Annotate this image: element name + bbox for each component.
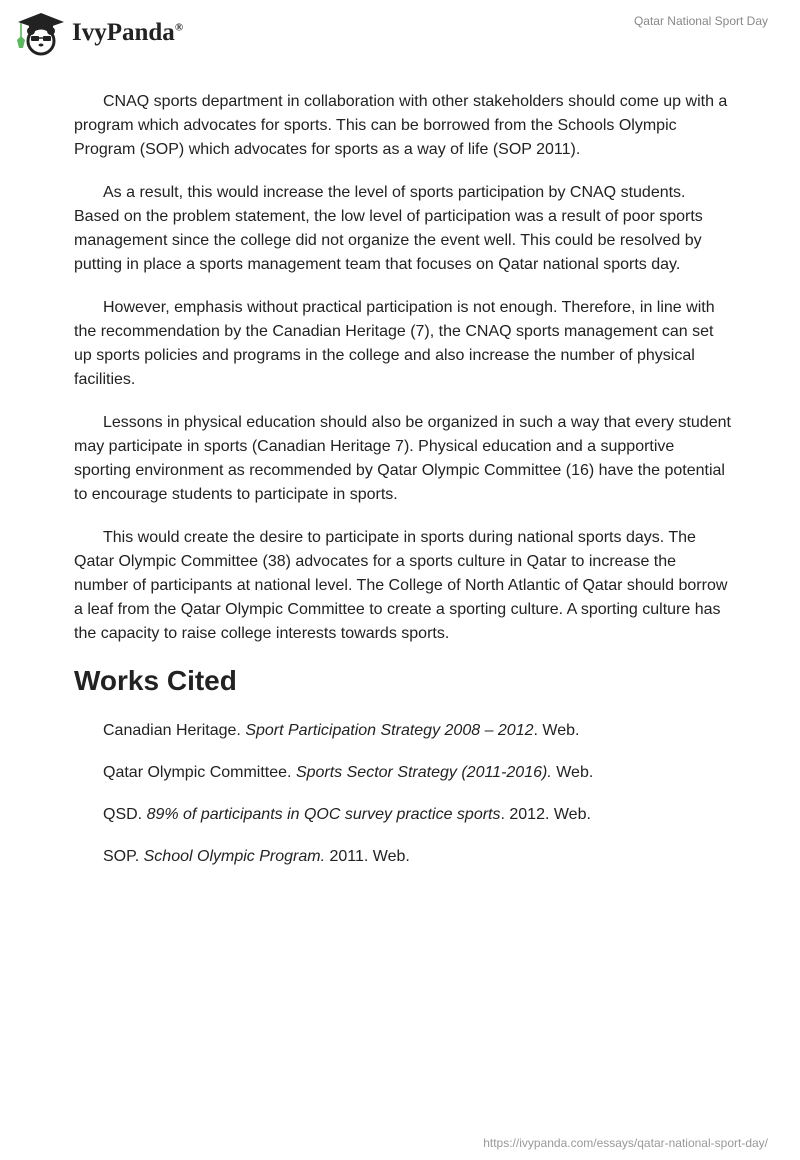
brand-name: IvyPanda®	[72, 19, 184, 46]
works-cited-heading: Works Cited	[74, 665, 237, 696]
citation: Canadian Heritage. Sport Participation Strategy 2008 – 2012. Web.	[103, 722, 580, 739]
paragraph: This would create the desire to participate in sports during national sports days. The Qatar Olympic Committee (38) advocates for a sports culture in Qatar to increase the number of participants at national level. The College of North Atlantic of Qatar should borrow a leaf from the Qatar Olympic Committee to create a sporting culture. A sporting culture has the capacity to raise college interests towards sports.	[74, 529, 728, 642]
panda-graduate-icon	[14, 10, 66, 56]
paragraph: As a result, this would increase the level of sports participation by CNAQ students. Based on the problem statement, the low level of participation was a result of poor sports management since the college did not organize the event well. This could be resolved by putting in place a sports management team that focuses on Qatar national sports day.	[74, 184, 703, 273]
paragraph: CNAQ sports department in collaboration with other stakeholders should come up with a program which advocates for sports. This can be borrowed from the Schools Olympic Program (SOP) which advocates for sports as a way of life (SOP 2011).	[74, 93, 728, 158]
source-url-link[interactable]: https://ivypanda.com/essays/qatar-national-sport-day/	[483, 1136, 768, 1150]
document-title: Qatar National Sport Day	[633, 14, 768, 28]
citation: SOP. School Olympic Program. 2011. Web.	[103, 848, 410, 865]
citation: Qatar Olympic Committee. Sports Sector Strategy (2011-2016). Web.	[103, 764, 594, 781]
essay-body	[74, 90, 734, 887]
paragraph: However, emphasis without practical participation is not enough. Therefore, in line with the recommendation by the Canadian Heritage (7), the CNAQ sports management can set up sports policies and programs in the college and also increase the number of physical facilities.	[74, 299, 715, 388]
paragraph: Lessons in physical education should also be organized in such a way that every student may participate in sports (Canadian Heritage 7). Physical education and a supportive sporting environment as recommended by Qatar Olympic Committee (16) have the potential to encourage students to participate in sports.	[74, 414, 731, 503]
citation: QSD. 89% of participants in QOC survey practice sports. 2012. Web.	[103, 806, 591, 823]
ivypanda-logo[interactable]	[14, 10, 183, 56]
